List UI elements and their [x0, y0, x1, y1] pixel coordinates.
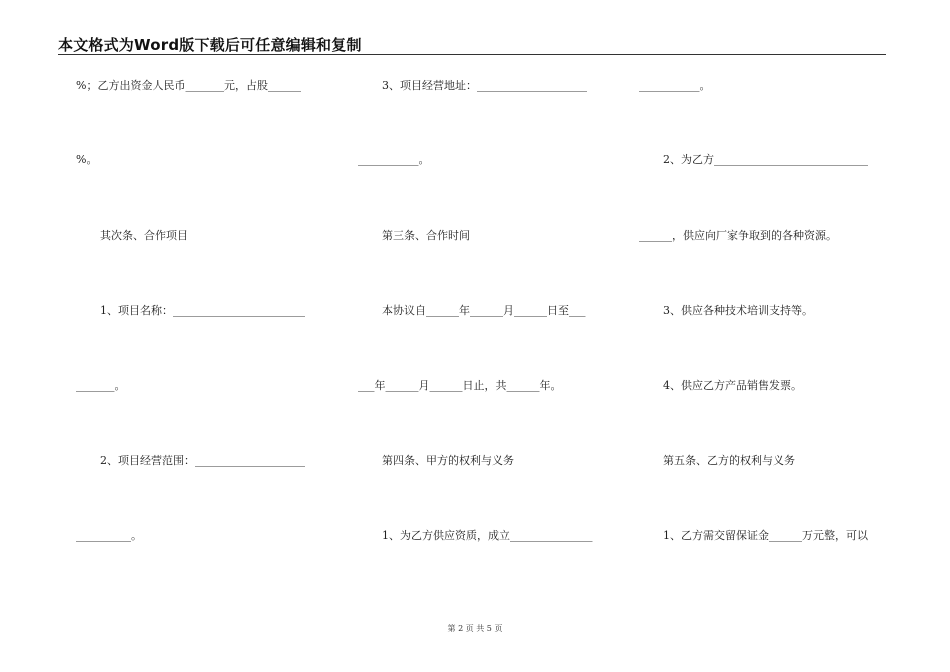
text-line: 1、为乙方供应资质，成立_______________ — [382, 529, 593, 542]
text-line: 3、项目经营地址：____________________ — [382, 79, 587, 92]
text-line: 1、乙方需交留保证金______万元整，可以 — [663, 529, 868, 542]
section-heading: 第三条、合作时间 — [382, 229, 470, 242]
text-column-1 — [76, 0, 326, 672]
text-line: %。 — [76, 153, 98, 166]
text-line: _______。 — [76, 379, 126, 392]
section-heading: 第五条、乙方的权利与义务 — [663, 454, 795, 467]
text-column-2 — [358, 0, 608, 672]
text-line: %；乙方出资金人民币_______元，占股______ — [76, 79, 301, 92]
text-line: 2、项目经营范围：____________________ — [100, 454, 305, 467]
text-line: 3、供应各种技术培训支持等。 — [663, 304, 813, 317]
text-line: 4、供应乙方产品销售发票。 — [663, 379, 802, 392]
text-line: 本协议自______年______月______日至___ — [382, 304, 586, 317]
text-line: ___________。 — [639, 79, 711, 92]
page-number-footer: 第 2 页 共 5 页 — [447, 624, 503, 633]
text-line: 1、项目名称：________________________ — [100, 304, 305, 317]
text-line: __________。 — [76, 529, 142, 542]
section-heading: 其次条、合作项目 — [100, 229, 188, 242]
text-line: 2、为乙方____________________________ — [663, 153, 868, 166]
text-line: ___年______月______日止，共______年。 — [358, 379, 562, 392]
text-line: ______，供应向厂家争取到的各种资源。 — [639, 229, 837, 242]
section-heading: 第四条、甲方的权利与义务 — [382, 454, 514, 467]
text-column-3 — [639, 0, 889, 672]
document-title: 本文格式为Word版下载后可任意编辑和复制 — [58, 36, 362, 54]
text-line: ___________。 — [358, 153, 430, 166]
